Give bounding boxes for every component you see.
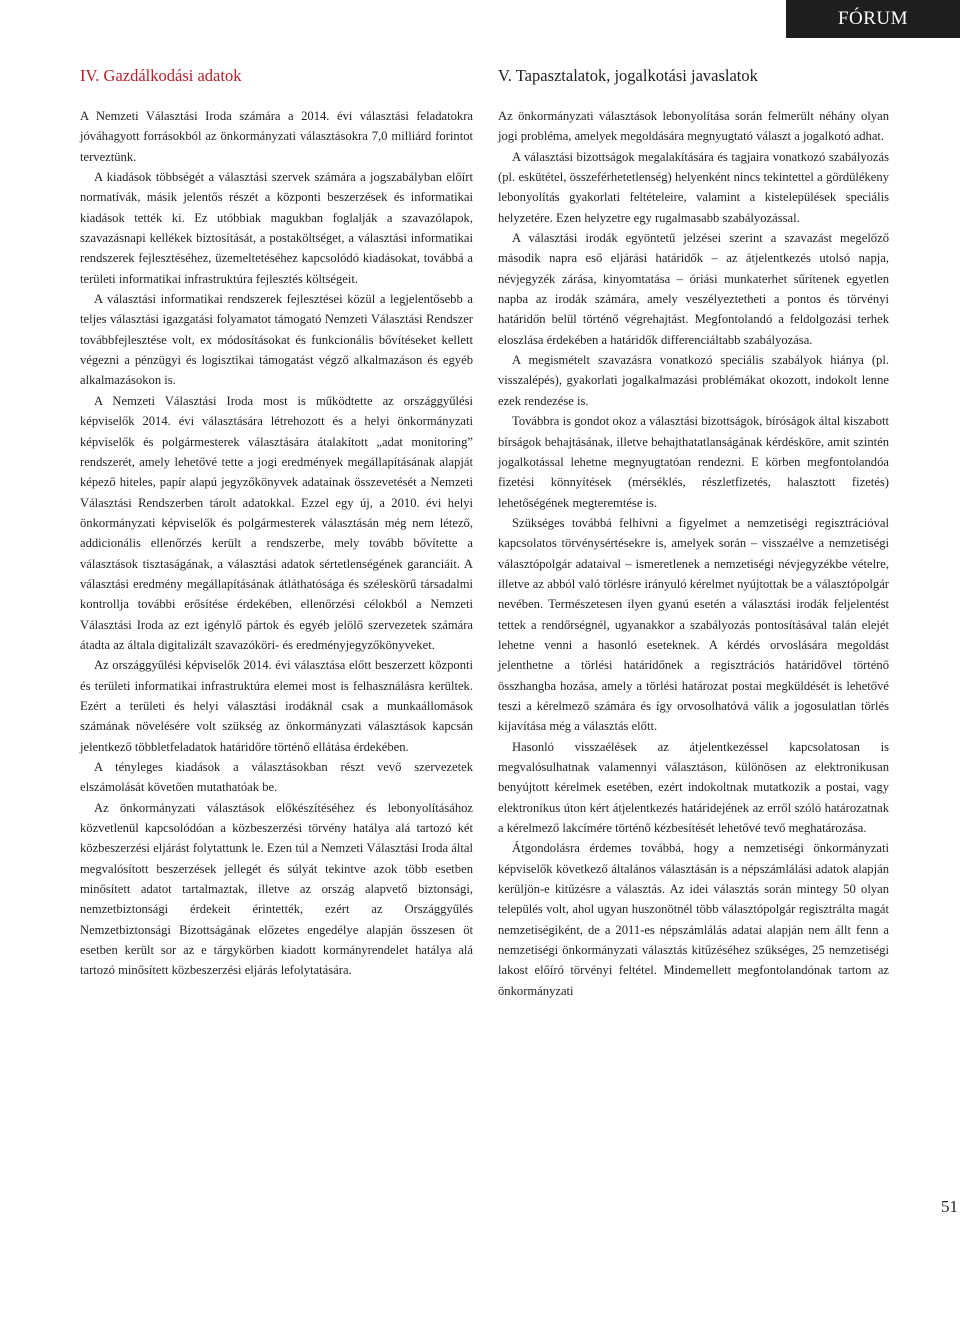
paragraph: Átgondolásra érdemes továbbá, hogy a nemzetiségi önkormányzati képviselők következő általános választásán is a népszámlálási adatok alapján kerüljön-e kitűzésre a választás. Az idei választás során mintegy 50 olyan település volt, ahol ugyan huszonötnél több választópolgár regisztrálta magát nemzetiségiként, de a 2011-es népszámlálás adatai alapján nem állt fenn a nemzetiségi önkormányzati választás kitűzéséhez szükséges, 25 nemzetiségi lakost előíró törvényi feltétel. Mindemellett megfontolandónak tartom az önkormányzati (498, 841, 889, 998)
paragraph: Az önkormányzati választások lebonyolítása során felmerült néhány olyan jogi probléma, amelyek megoldására megnyugtató választ a jogalkotó adhat. (498, 109, 889, 144)
paragraph: A Nemzeti Választási Iroda számára a 2014. évi választási feladatokra jóváhagyott forrásokból az önkormányzati választásokra 7,0 milliárd forintot terveztünk. (80, 109, 473, 164)
left-column (80, 66, 473, 981)
right-column (498, 66, 889, 1001)
section-heading-experiences: V. Tapasztalatok, jogalkotási javaslatok (498, 66, 758, 85)
paragraph: Továbbra is gondot okoz a választási bizottságok, bíróságok által kiszabott bírságok behajtásának, illetve behajthatatlanságának kérdésköre, amit szintén jogalkotással lehetne megnyugtatóan rendezni. E körben megfontolandóa fizetési könnyítések (mérséklés, részletfizetés, halasztott fizetés) lehetőségének megteremtése is. (498, 414, 889, 510)
section-header-badge (786, 0, 960, 38)
paragraph: A választási irodák egyöntetű jelzései szerint a szavazást megelőző második napra eső eljárási határidők – az átjelentkezés utolsó napja, névjegyzék zárása, kinyomtatása – óriási munkaterhet sűrítenek egyetlen napba az irodák számára, amely veszélyeztetheti a pontos és törvényi határidőn belül történő végrehajtást. Megfontolandó a feldolgozási terhek eloszlása érdekében a határidők differenciáltabb szabályozása. (498, 231, 889, 347)
paragraph: Az országgyűlési képviselők 2014. évi választása előtt beszerzett központi és területi informatikai infrastruktúra elemei most is felhasználásra kerültek. Ezért a területi és helyi választási irodáknál csak a munkaállomások számának növelésére volt szükség az önkormányzati választások kapcsán jelentkező többletfeladatok határidőre történő ellátása érdekében. (80, 658, 473, 754)
paragraph: A megismételt szavazásra vonatkozó speciális szabályok hiánya (pl. visszalépés), gyakorlati jogalkalmazási problémákat okozott, indokolt lenne ezek rendezése is. (498, 353, 889, 408)
paragraph: A kiadások többségét a választási szervek számára a jogszabályban előírt normatívák, másik jelentős részét a központi beszerzések és informatikai kiadások tették ki. Ez utóbbiak magukban foglalják a szavazólapok, szavazásnapi kellékek biztosítását, a postaköltséget, a választási informatikai rendszerek fejlesztéséhez, üzemeltetéséhez kapcsolódó kiadásokat, továbbá a területi informatikai infrastruktúra fejlesztés költségeit. (80, 170, 473, 286)
section-title: FÓRUM (837, 8, 909, 29)
paragraph: A Nemzeti Választási Iroda most is működtette az országgyűlési képviselők 2014. évi választására létrehozott és a helyi önkormányzati képviselők és polgármesterek választására átalakított „adat monitoring” rendszerét, amely lehetővé tette a jogi eredmények megállapításának alapját képező hiteles, papír alapú jegyzőkönyvek adatainak összevetését a Nemzeti Választási Rendszerben tárolt adatokkal. Ezzel egy új, a 2010. évi helyi önkormányzati képviselők és polgármesterek választásán még nem létező, addicionális ellenőrzés került a rendszerbe, mely tovább bővítette a választások tisztaságának, a választási adatok sértetlenségének garanciáit. A választási eredmény megállapításának átláthatósága és széleskörű társadalmi kontrollja további erősítése érdekében, ellenőrzési célokból a Nemzeti Választási Iroda az ezt igénylő pártok és egyéb jelölő szervezetek számára átadta az általa digitalizált szavazóköri- és eredményjegyzőkönyveket. (80, 393, 473, 652)
section-heading-financial: IV. Gazdálkodási adatok (80, 66, 242, 85)
paragraph: A tényleges kiadások a választásokban részt vevő szervezetek elszámolását követően mutathatóak be. (80, 760, 473, 795)
paragraph: Hasonló visszaélések az átjelentkezéssel kapcsolatosan is megvalósulhatnak valamennyi választáson, különösen az elektronikusan benyújtott kérelmek esetében, ezért indokoltnak mutatkozik a postai, vagy elektronikus úton kért átjelentkezés határidejének az erről szóló határozatnak a kérelmező lakcímére történő kézbesítését lehetővé tevő meghatározása. (498, 739, 889, 836)
paragraph: A választási bizottságok megalakítására és tagjaira vonatkozó szabályozás (pl. eskütétel, összeférhetetlenség) helyenként nincs tekintettel a gördülékeny lebonyolítás gyakorlati feltételeire, valamint a kistelepülések speciális helyzetére. Ezen helyzetre egy rugalmasabb szabályozással. (498, 149, 889, 225)
paragraph: Az önkormányzati választások előkészítéséhez és lebonyolításához közvetlenül kapcsolódóan a közbeszerzési törvény hatálya alá tartozó két közbeszerzési eljárást folytattunk le. Ezen túl a Nemzeti Választási Iroda által megvalósított beszerzések jellegét és súlyát tekintve azok több esetben minősített adatot tartalmaztak, illetve az ország alapvető biztonsági, nemzetbiztonsági érdekeit érintették, ezért az Országgyűlés Nemzetbiztonsági Bizottságának előzetes engedélye alapján összesen öt esetben került sor az e tárgykörben kiadott kormányrendelet hatálya alá tartozó minősített közbeszerzési eljárás lefolytatására. (80, 800, 473, 978)
paragraph: Szükséges továbbá felhívni a figyelmet a nemzetiségi regisztrációval kapcsolatos törvénysértésekre is, amelyek során – visszaélve a nemzetiségi választópolgár adataival – ismeretlenek a nemzetiségi névjegyzékbe vételre, illetve az abból való törlésre irányuló kérelmet nyújtottak be a választópolgár nevében. Természetesen ilyen gyanú esetén a választási irodák feljelentést tettek a rendőrségnél, ugyanakkor a szabályozás pontosításával talán elejét lehetne venni a hasonló eseteknek. A kérdés orvoslására megoldást jelenthetne a törlési határidőnek a regisztrációs határidővel történő összhangba hozása, amely a törlési határozat postai megküldését is lehetővé teszi a kérelmező számára és így orvosolhatóvá válik a jogosulatlan törlés kijavítása még a választás előtt. (498, 515, 889, 734)
paragraph: A választási informatikai rendszerek fejlesztései közül a legjelentősebb a teljes választási igazgatási folyamatot támogató Nemzeti Választási Rendszer továbbfejlesztése volt, ex módosításokat és funkcionális bővítéseket kellett végezni a pénzügyi és logisztikai támogatást végző alkalmazáson és egyéb alkalmazásokon is. (80, 292, 473, 388)
page-number: 51 (941, 1197, 958, 1216)
